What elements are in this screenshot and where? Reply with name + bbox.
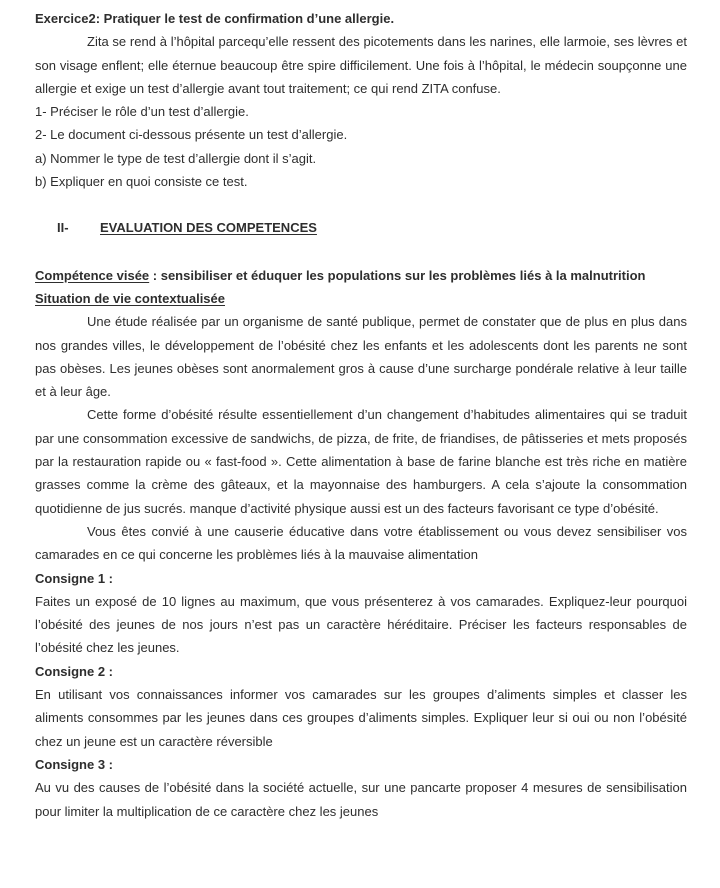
section-heading-row: [35, 216, 687, 239]
question-item-2a: a) Nommer le type de test d’allergie dont il s’agit.: [35, 150, 317, 166]
question-item-2b: b) Expliquer en quoi consiste ce test.: [35, 174, 248, 190]
consigne-1-label: Consigne 1 :: [35, 570, 114, 586]
question-item-1: 1- Préciser le rôle d’un test d’allergie.: [35, 104, 249, 120]
consigne-1-text: Faites un exposé de 10 lignes au maximum, que vous présenterez à vos camarades. Expliquez-leur pourquoi l’obésité des jeunes de nos jours n’est pas un caractère héréditaire. Préciser les facteurs responsables de l’obésité chez les jeunes.: [35, 593, 687, 656]
consigne-2-label: Consigne 2 :: [35, 663, 114, 679]
exercise2-section: [35, 7, 687, 193]
body-paragraph-3: Vous êtes convié à une causerie éducative dans votre établissement ou vous devez sensibiliser vos camarades en ce qui concerne les problèmes liés à la mauvaise alimentation: [35, 523, 687, 563]
body-paragraph-1: Une étude réalisée par un organisme de santé publique, permet de constater que de plus en plus dans nos grandes villes, le développement de l’obésité chez les enfants et les adolescents dont les parents ne sont pas obèses. Les jeunes obèses sont anormalement gros à cause d’une surcharge pondérale relative à leur taille et à leur âge.: [35, 314, 687, 400]
document-page: [35, 7, 687, 823]
consigne-3-text: Au vu des causes de l’obésité dans la société actuelle, sur une pancarte proposer 4 mesures de sensibilisation pour limiter la multiplication de ce caractère chez les jeunes: [35, 780, 687, 819]
body-paragraph-2: Cette forme d’obésité résulte essentiellement d’un changement d’habitudes alimentaires qui se traduit par une consommation excessive de sandwichs, de pizza, de frite, de friandises, de pâtisseries et mets proposés par la restauration rapide ou « fast-food ». Cette alimentation à base de farine blanche est très riche en matière grasses comme la crème des gâteaux, et la mayonnaise des hamburgers. A cela s’ajoute la consommation quotidienne de jus sucrés. manque d’activité physique aussi est un des facteurs favorisant ce type d’obésité.: [35, 407, 687, 516]
section-heading: EVALUATION DES COMPETENCES: [100, 220, 317, 236]
consigne-block-1: [35, 567, 687, 660]
consigne-block-2: [35, 660, 687, 753]
exercise2-title: Exercice2: Pratiquer le test de confirmation d’une allergie.: [35, 11, 395, 26]
consigne-2-text: En utilisant vos connaissances informer vos camarades sur les groupes d’aliments simples et classer les aliments consommes par les jeunes dans ces groupes d’aliments simples. Expliquer leur si oui ou non l’obésité chez un jeune est un caractère réversible: [35, 687, 687, 749]
competence-text: : sensibiliser et éduquer les populations sur les problèmes liés à la malnutrition: [149, 267, 646, 283]
question-item-2: 2- Le document ci-dessous présente un test d’allergie.: [35, 127, 348, 143]
section-numeral: II-: [57, 220, 69, 236]
consigne-3-label: Consigne 3 :: [35, 756, 114, 772]
exercise2-intro-paragraph: Zita se rend à l’hôpital parcequ’elle ressent des picotements dans les narines, elle larmoie, ses lèvres et son visage enflent; elle éternue beaucoup être spire difficilement. Une fois à l’hôpital, le médecin soupçonne une allergie et exige un test d’allergie avant tout traitement; ce qui rend ZITA confuse.: [35, 34, 687, 96]
consigne-block-3: [35, 753, 687, 823]
competence-label: Compétence visée: [35, 267, 150, 283]
competence-line: [35, 264, 687, 287]
situation-heading: Situation de vie contextualisée: [35, 290, 225, 306]
evaluation-section: [35, 216, 687, 822]
